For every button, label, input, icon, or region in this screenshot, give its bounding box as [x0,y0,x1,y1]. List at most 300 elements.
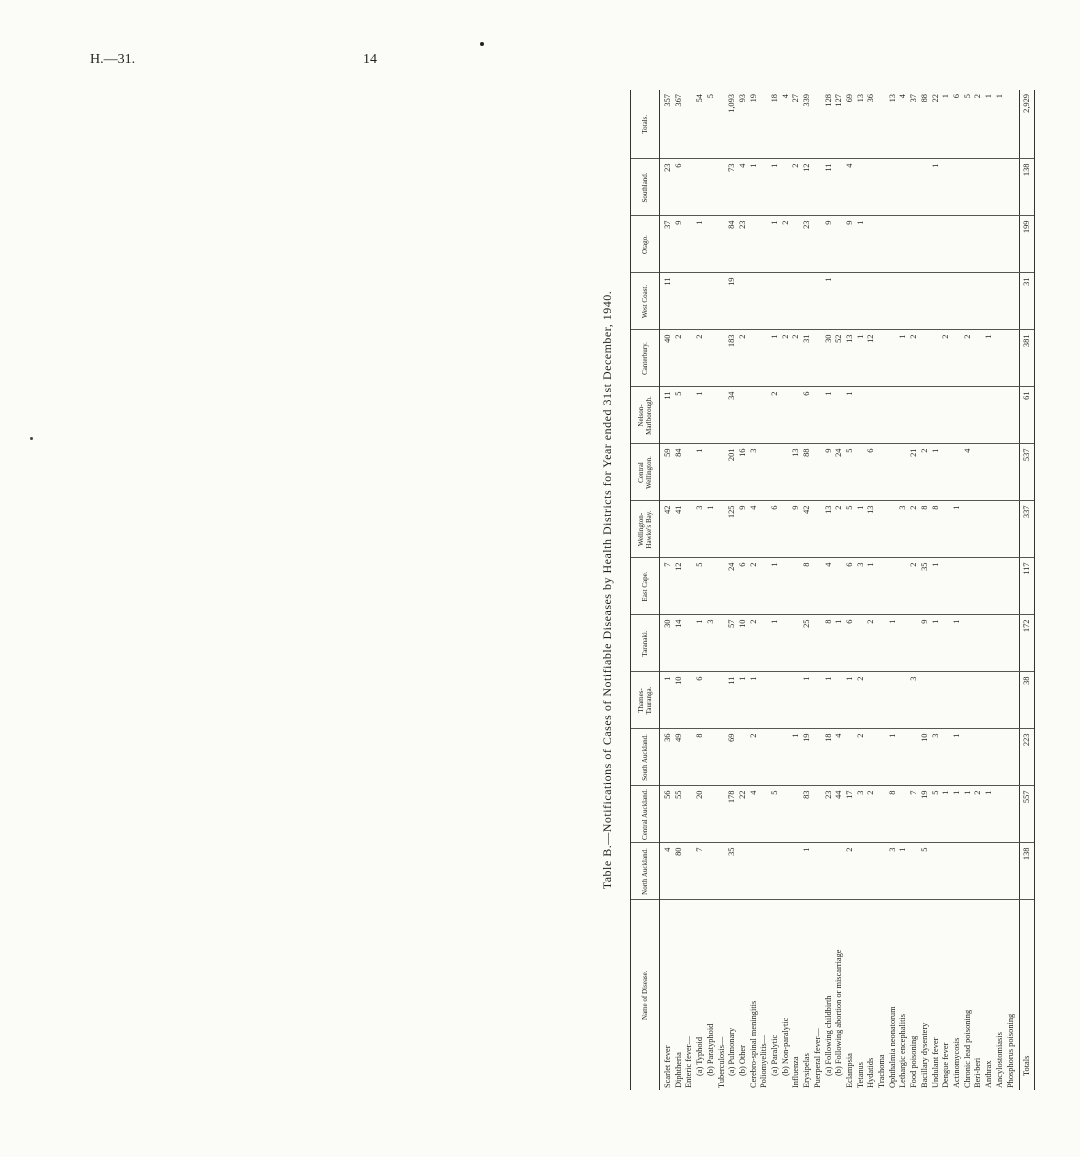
count-cell: 13 [888,90,899,159]
total-cell: 172 [1020,615,1035,672]
count-cell: 125 [727,501,738,558]
count-cell: 1 [749,159,760,216]
count-cell: 20 [695,786,706,843]
count-cell: 128 [824,90,835,159]
count-cell [898,387,909,444]
count-cell: 2 [770,387,781,444]
count-cell [684,387,695,444]
disease-label: Cerebro-spinal meningitis [748,1000,758,1088]
count-cell [749,273,760,330]
count-cell [759,786,770,843]
count-cell [834,273,845,330]
count-cell [995,615,1006,672]
count-cell: 2 [695,330,706,387]
count-cell: 2 [973,90,984,159]
count-cell: 1 [995,90,1006,159]
disease-name [791,900,802,1090]
disease-label: Actinomycosis [951,1037,961,1088]
count-cell [706,387,717,444]
count-cell [898,558,909,615]
count-cell: 4 [749,501,760,558]
disease-name [802,900,813,1090]
count-cell [770,843,781,900]
count-cell: 42 [663,501,674,558]
count-cell: 2 [856,729,867,786]
table-row [920,90,931,1090]
count-cell: 22 [738,786,749,843]
table-header-row [631,90,660,1090]
count-cell [684,216,695,273]
disease-label: (b) Other [737,1045,747,1076]
count-cell: 2 [973,786,984,843]
count-cell: 1 [749,672,760,729]
count-cell [877,387,888,444]
count-cell: 9 [824,444,835,501]
count-cell [695,159,706,216]
count-cell: 5 [770,786,781,843]
count-cell: 1 [770,558,781,615]
disease-name [770,900,781,1090]
disease-name [749,900,760,1090]
count-cell [770,672,781,729]
count-cell [706,273,717,330]
count-cell [941,273,952,330]
disease-name [674,900,685,1090]
count-cell: 3 [695,501,706,558]
count-cell [684,729,695,786]
total-cell: 199 [1020,216,1035,273]
count-cell [717,330,728,387]
count-cell: 6 [866,444,877,501]
count-cell [791,615,802,672]
count-cell [920,330,931,387]
count-cell [973,501,984,558]
count-cell: 1 [931,444,942,501]
count-cell [866,216,877,273]
count-cell [770,273,781,330]
count-cell: 31 [802,330,813,387]
disease-label: Tetanus [855,1062,865,1088]
count-cell [813,672,824,729]
column-header: West Coast. [631,273,660,330]
count-cell: 1 [770,615,781,672]
count-cell [984,729,995,786]
count-cell: 88 [920,90,931,159]
table-row [813,90,824,1090]
count-cell [781,558,792,615]
disease-label: Lethargic encephalitis [898,1013,908,1088]
count-cell [856,273,867,330]
disease-name [995,900,1006,1090]
count-cell: 1 [898,843,909,900]
count-cell [781,444,792,501]
count-cell [1006,558,1017,615]
report-reference: H.—31. [90,52,136,67]
count-cell [973,615,984,672]
count-cell [973,558,984,615]
count-cell [888,159,899,216]
disease-label: Ancylostomiasis [994,1032,1004,1088]
count-cell [749,330,760,387]
count-cell: 1 [834,615,845,672]
count-cell [791,216,802,273]
disease-name [845,900,856,1090]
count-cell: 4 [824,558,835,615]
count-cell: 69 [727,729,738,786]
count-cell: 84 [674,444,685,501]
count-cell [781,729,792,786]
count-cell: 201 [727,444,738,501]
disease-label: Enteric fever— [684,1036,694,1088]
count-cell [1006,615,1017,672]
count-cell: 2 [963,330,974,387]
count-cell [706,729,717,786]
count-cell [824,843,835,900]
count-cell [877,90,888,159]
count-cell: 339 [802,90,813,159]
table-row [791,90,802,1090]
disease-label: (b) Non-paralytic [780,1017,790,1076]
count-cell: 1 [770,159,781,216]
count-cell [759,216,770,273]
count-cell [1006,90,1017,159]
count-cell [738,273,749,330]
count-cell [717,159,728,216]
total-cell: 61 [1020,387,1035,444]
column-header: Taranaki. [631,615,660,672]
count-cell [791,387,802,444]
count-cell [813,786,824,843]
count-cell [941,615,952,672]
count-cell: 55 [674,786,685,843]
count-cell: 17 [845,786,856,843]
count-cell [898,786,909,843]
count-cell: 13 [856,90,867,159]
column-header: Thames-Tauranga. [631,672,660,729]
disease-name [941,900,952,1090]
count-cell [813,843,824,900]
count-cell [759,672,770,729]
count-cell [973,444,984,501]
count-cell: 1 [770,216,781,273]
count-cell [877,273,888,330]
count-cell: 9 [920,615,931,672]
count-cell [920,216,931,273]
count-cell: 9 [674,216,685,273]
table-row [749,90,760,1090]
count-cell [877,615,888,672]
count-cell: 8 [931,501,942,558]
rotated-table-block [600,90,1080,1090]
count-cell [877,444,888,501]
disease-label: Anthrax [984,1060,994,1088]
count-cell: 2 [856,672,867,729]
column-header: Name of Disease. [631,900,660,1090]
count-cell [834,558,845,615]
count-cell [738,387,749,444]
count-cell: 13 [791,444,802,501]
count-cell [717,843,728,900]
count-cell [931,672,942,729]
count-cell [706,558,717,615]
count-cell [791,672,802,729]
table-row [856,90,867,1090]
count-cell [984,501,995,558]
count-cell [813,216,824,273]
count-cell: 23 [738,216,749,273]
column-header: Canterbury. [631,330,660,387]
count-cell: 1 [952,786,963,843]
count-cell [973,729,984,786]
table-row [963,90,974,1090]
count-cell: 178 [727,786,738,843]
count-cell [813,330,824,387]
count-cell: 1 [866,558,877,615]
count-cell [856,843,867,900]
disease-label: Beri-beri [973,1057,983,1088]
count-cell [952,444,963,501]
disease-name [898,900,909,1090]
count-cell: 44 [834,786,845,843]
count-cell: 18 [770,90,781,159]
disease-name [684,900,695,1090]
count-cell [995,729,1006,786]
disease-label: Chronic lead poisoning [962,1009,972,1088]
count-cell: 30 [824,330,835,387]
count-cell: 5 [931,786,942,843]
count-cell [941,558,952,615]
count-cell [952,159,963,216]
count-cell: 30 [663,615,674,672]
count-cell [941,672,952,729]
column-header: Otago. [631,216,660,273]
count-cell: 49 [674,729,685,786]
count-cell [931,216,942,273]
disease-label: (a) Paralytic [770,1034,780,1076]
disease-name [706,900,717,1090]
count-cell [781,159,792,216]
count-cell: 1 [931,558,942,615]
count-cell: 41 [674,501,685,558]
table-row [845,90,856,1090]
table-row [738,90,749,1090]
count-cell: 1 [770,330,781,387]
table-row [770,90,781,1090]
table-row [941,90,952,1090]
count-cell: 1 [706,501,717,558]
table-row [866,90,877,1090]
count-cell [749,387,760,444]
count-cell [995,330,1006,387]
count-cell [952,672,963,729]
count-cell: 8 [888,786,899,843]
count-cell: 2 [791,159,802,216]
total-cell: 557 [1020,786,1035,843]
count-cell: 6 [952,90,963,159]
count-cell: 73 [727,159,738,216]
count-cell [920,672,931,729]
count-cell [813,159,824,216]
disease-name [727,900,738,1090]
count-cell [856,387,867,444]
count-cell [717,786,728,843]
table-row [973,90,984,1090]
count-cell [941,501,952,558]
count-cell [952,558,963,615]
count-cell [813,615,824,672]
disease-label: Undulant fever [930,1037,940,1088]
count-cell: 12 [866,330,877,387]
count-cell [920,159,931,216]
disease-name [909,900,920,1090]
count-cell: 4 [845,159,856,216]
count-cell [973,843,984,900]
count-cell [717,729,728,786]
count-cell: 36 [663,729,674,786]
count-cell [1006,672,1017,729]
count-cell: 6 [738,558,749,615]
count-cell [963,729,974,786]
count-cell [984,159,995,216]
count-cell: 52 [834,330,845,387]
count-cell [781,615,792,672]
count-cell [995,786,1006,843]
count-cell: 27 [791,90,802,159]
column-header: Wellington-Hawke's Bay. [631,501,660,558]
count-cell: 2 [749,558,760,615]
count-cell: 14 [674,615,685,672]
column-header: South Auckland. [631,729,660,786]
count-cell: 1 [941,90,952,159]
count-cell [706,843,717,900]
count-cell [684,501,695,558]
totals-label: Totals [1020,900,1035,1090]
count-cell: 24 [727,558,738,615]
count-cell [888,672,899,729]
page-number: 14 [363,52,377,67]
count-cell: 1 [888,729,899,786]
count-cell [759,330,770,387]
count-cell [909,843,920,900]
disease-label: Puerperal fever— [812,1028,822,1088]
count-cell [909,159,920,216]
count-cell [684,558,695,615]
table-row [781,90,792,1090]
count-cell: 1 [952,615,963,672]
count-cell [813,729,824,786]
count-cell [888,330,899,387]
count-cell [888,216,899,273]
count-cell: 11 [824,159,835,216]
count-cell [866,159,877,216]
count-cell: 6 [845,558,856,615]
count-cell: 21 [909,444,920,501]
count-cell: 16 [738,444,749,501]
count-cell: 4 [834,729,845,786]
count-cell [984,843,995,900]
count-cell: 5 [695,558,706,615]
disease-name [866,900,877,1090]
count-cell [973,216,984,273]
disease-label: (a) Following childbirth [823,995,833,1076]
count-cell [866,729,877,786]
disease-label: (a) Typhoid [695,1036,705,1076]
count-cell [941,444,952,501]
count-cell [920,273,931,330]
count-cell: 56 [663,786,674,843]
column-header: Nelson-Marlborough. [631,387,660,444]
count-cell [963,672,974,729]
count-cell [973,330,984,387]
disease-label: (a) Pulmonary [727,1027,737,1076]
count-cell [1006,843,1017,900]
count-cell [898,672,909,729]
disease-name [856,900,867,1090]
count-cell: 10 [920,729,931,786]
count-cell [856,615,867,672]
table-row [898,90,909,1090]
count-cell: 1,093 [727,90,738,159]
disease-name [888,900,899,1090]
count-cell: 2 [781,216,792,273]
column-header: Central Wellington. [631,444,660,501]
disease-name [963,900,974,1090]
count-cell [791,558,802,615]
count-cell [941,387,952,444]
column-header: East Cape. [631,558,660,615]
disease-name [695,900,706,1090]
count-cell: 3 [706,615,717,672]
disease-name [663,900,674,1090]
disease-name [834,900,845,1090]
count-cell [909,615,920,672]
count-cell [834,387,845,444]
count-cell [781,672,792,729]
count-cell: 1 [802,672,813,729]
disease-name [952,900,963,1090]
count-cell [1006,273,1017,330]
count-cell [963,387,974,444]
disease-label: Poliomyelitis— [759,1034,769,1088]
count-cell [791,273,802,330]
count-cell [995,444,1006,501]
count-cell: 4 [963,444,974,501]
count-cell [749,843,760,900]
disease-label: Scarlet fever [663,1045,672,1088]
count-cell: 3 [909,672,920,729]
count-cell: 1 [984,786,995,843]
count-cell: 2 [920,444,931,501]
count-cell [973,672,984,729]
count-cell: 9 [738,501,749,558]
count-cell [781,273,792,330]
count-cell: 1 [695,216,706,273]
count-cell: 1 [856,501,867,558]
count-cell [1006,159,1017,216]
count-cell [888,558,899,615]
count-cell: 4 [749,786,760,843]
count-cell: 35 [727,843,738,900]
count-cell [984,615,995,672]
count-cell: 2 [909,330,920,387]
count-cell: 1 [941,786,952,843]
count-cell: 1 [898,330,909,387]
disease-label: Food poisoning [909,1035,919,1088]
count-cell [684,786,695,843]
count-cell: 6 [802,387,813,444]
count-cell [684,90,695,159]
count-cell [813,501,824,558]
